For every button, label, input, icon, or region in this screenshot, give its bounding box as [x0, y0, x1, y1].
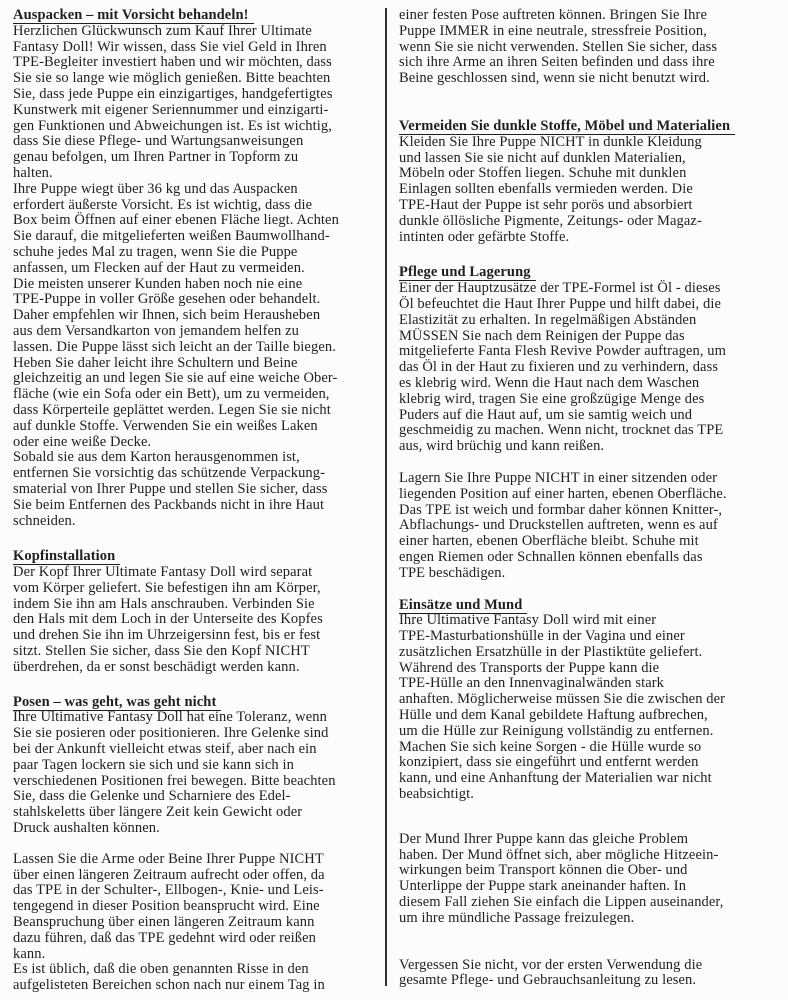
text-line: halten. [13, 164, 53, 181]
text-line: Ihre Ultimative Fantasy Doll hat eine Toleranz, wenn [13, 709, 327, 726]
text-line: paar Tagen lockern sie sich und sie kann sich in [13, 756, 294, 773]
text-line: kann, und eine Anhanftung der Materialien war nicht [399, 770, 712, 787]
text-line: klebrig wird, tragen Sie eine großzügige Menge des [399, 390, 705, 407]
text-line: es klebrig wird. Wenn die Haut nach dem Waschen [399, 374, 700, 391]
text-line: Puppe IMMER in eine neutrale, stressfreie Position, [399, 22, 707, 39]
text-line: dazu führen, daß das TPE gedehnt wird oder reißen [13, 929, 316, 946]
text-line: gen Funktionen und Abweichungen ist. Es ist wichtig, [13, 117, 332, 134]
text-line: kann. [13, 945, 46, 962]
text-line: gleichzeitig an und legen Sie sie auf eine weiche Ober- [13, 370, 338, 387]
paragraph [399, 281, 775, 455]
text-line: sitzt. Stellen Sie sicher, dass Sie den Kopf NICHT [13, 643, 310, 660]
section-heading [399, 598, 775, 614]
text-line: erfordert äußerste Vorsicht. Es ist wichtig, dass die [13, 196, 313, 213]
text-line: Der Mund Ihrer Puppe kann das gleiche Problem [399, 830, 689, 847]
section-heading [399, 265, 775, 281]
paragraph [13, 710, 375, 836]
text-line: liegenden Position auf einer harten, ebenen Oberfläche. [399, 485, 727, 502]
text-line: Vergessen Sie nicht, vor der ersten Verwendung die [399, 956, 703, 973]
text-line: beabsichtigt. [399, 786, 474, 803]
text-line: Lagern Sie Ihre Puppe NICHT in einer sitzenden oder [399, 469, 718, 486]
text-line: haben. Der Mund öffnet sich, aber mögliche Hitzeein- [399, 846, 719, 863]
text-line: Kleiden Sie Ihre Puppe NICHT in dunkle Kleidung [399, 133, 702, 150]
text-line: gesamte Pflege- und Gebrauchsanleitung zu lesen. [399, 972, 697, 989]
text-line: dass Sie diese Pflege- und Wartungsanweisungen [13, 133, 304, 150]
text-line: Einlagen sollten ebenfalls vermieden werden. Die [399, 181, 693, 198]
text-line: Sie sie so lange wie möglich genießen. Bitte beachten [13, 70, 331, 87]
text-line: tengegend in dieser Position beansprucht wird. Eine [13, 898, 320, 915]
text-line: TPE-Begleiter investiert haben und wir möchten, dass [13, 54, 332, 71]
text-line: Beanspruchung über einen längeren Zeitraum kann [13, 914, 315, 931]
left-column [13, 8, 375, 1000]
text-line: um die Hülle zur Reinigung vollständig zu entfernen. [399, 722, 714, 739]
text-line: Abflachungs- und Druckstellen auftreten, wenn es auf [399, 517, 718, 534]
text-line: um ihre mündliche Passage freizulegen. [399, 909, 635, 926]
text-line: Druck aushalten können. [13, 820, 160, 837]
paragraph [399, 832, 775, 927]
text-line: den Hals mit dem Loch in der Unterseite des Kopfes [13, 611, 323, 628]
text-line: Öl befeuchtet die Haut Ihrer Puppe und hilft dabei, die [399, 295, 721, 312]
text-line: Möbeln oder Stoffen liegen. Schuhe mit dunklen [399, 165, 687, 182]
text-line: Während des Transports der Puppe kann die [399, 659, 660, 676]
paragraph [13, 852, 375, 994]
text-line: schuhe jedes Mal zu tragen, wenn Sie die Puppe [13, 243, 298, 260]
paragraph-gap [13, 837, 375, 852]
text-line: TPE-Masturbationshülle in der Vagina und einer [399, 628, 685, 645]
text-line: fläche (wie ein Sofa oder ein Bett), um zu vermeiden, [13, 386, 330, 403]
text-line: einer festen Pose auftreten können. Bringen Sie Ihre [399, 7, 707, 23]
section-heading-text: Einsätze und Mund [399, 597, 527, 614]
paragraph-gap [399, 927, 775, 958]
text-line: genau befolgen, um Ihren Partner in Topform zu [13, 149, 299, 166]
text-line: Sie, dass jede Puppe ein einzigartiges, handgefertigtes [13, 85, 333, 102]
text-line: Fantasy Doll! Wir wissen, dass Sie viel Geld in Ihren [13, 38, 327, 55]
text-line: Unterlippe der Puppe stark aneinander haften. In [399, 878, 687, 895]
text-line: Die meisten unserer Kunden haben noch nie eine [13, 275, 303, 292]
text-line: schneiden. [13, 512, 76, 529]
text-line: Heben Sie daher leicht ihre Schultern und Beine [13, 354, 298, 371]
text-line: TPE beschädigen. [399, 564, 506, 581]
text-line: aus, wird brüchig und kann reißen. [399, 438, 605, 455]
text-line: engen Riemen oder Schnallen können ebenfalls das [399, 548, 703, 565]
text-line: überdrehen, da er sonst beschädigt werden kann. [13, 658, 300, 675]
text-line: sich ihre Arme an ihren Seiten befinden und dass ihre [399, 54, 715, 71]
paragraph-gap [13, 676, 375, 695]
text-line: geschmeidig zu machen. Wenn nicht, trocknet das TPE [399, 422, 724, 439]
text-line: smaterial von Ihrer Puppe und stellen Sie sicher, dass [13, 480, 328, 497]
text-line: aufgelisteten Bereichen schon nach nur einem Tag in [13, 977, 325, 994]
text-line: Es ist üblich, daß die oben genannten Risse in den [13, 961, 309, 978]
paragraph [13, 565, 375, 676]
paragraph-gap [399, 803, 775, 832]
section-heading [399, 119, 775, 135]
text-line: und drehen Sie ihn im Uhrzeigersinn fest, bis er fest [13, 627, 321, 644]
text-line: Hülle und dem Kanal gebildete Haftung aufbrechen, [399, 707, 708, 724]
text-line: oder eine weiße Decke. [13, 433, 152, 450]
text-line: Box beim Öffnen auf einer ebenen Fläche liegt. Achten [13, 212, 339, 229]
paragraph-gap [399, 455, 775, 471]
text-line: das TPE in der Schulter-, Ellbogen-, Knie- und Leis- [13, 882, 324, 899]
text-line: verschiedenen Positionen frei bewegen. Bitte beachten [13, 772, 336, 789]
paragraph-gap [399, 582, 775, 598]
text-line: TPE-Puppe in voller Größe gesehen oder behandelt. [13, 291, 321, 308]
text-line: wenn Sie sie nicht verwenden. Stellen Sie sicher, dass [399, 38, 718, 55]
text-line: das Öl in der Haut zu fixieren und zu verhindern, dass [399, 359, 719, 376]
text-line: Lassen Sie die Arme oder Beine Ihrer Puppe NICHT [13, 850, 324, 867]
text-line: über einen längeren Zeitraum aufrecht oder offen, da [13, 866, 325, 883]
section-heading-text: Posen – was geht, was geht nicht [13, 694, 221, 711]
text-line: diesem Fall ziehen Sie einfach die Lippen auseinander, [399, 894, 724, 911]
paragraph-gap [399, 245, 775, 265]
text-line: anfassen, um Flecken auf der Haut zu vermeiden. [13, 259, 305, 276]
text-line: dass Körperteile geplättet werden. Legen Sie sie nicht [13, 401, 331, 418]
text-line: Ihre Puppe wiegt über 36 kg und das Auspacken [13, 180, 298, 197]
text-line: MÜSSEN Sie nach dem Reinigen der Puppe das [399, 327, 685, 344]
text-line: aus dem Versandkarton von jemandem helfen zu [13, 322, 299, 339]
text-line: Sie sie posieren oder positionieren. Ihre Gelenke sind [13, 725, 329, 742]
section-heading-text: Pflege und Lagerung [399, 264, 536, 281]
paragraph [13, 24, 375, 530]
text-line: einer harten, ebenen Oberfläche bleibt. Schuhe mit [399, 533, 699, 550]
text-line: anhaften. Möglicherweise müssen Sie die zwischen der [399, 691, 726, 708]
text-line: auf dunkle Stoffe. Verwenden Sie ein weißes Laken [13, 417, 318, 434]
section-heading [13, 549, 375, 565]
text-line: konzipiert, dass sie eingeführt und entfernt werden [399, 754, 699, 771]
text-line: Ihre Ultimative Fantasy Doll wird mit einer [399, 612, 657, 629]
text-line: indem Sie ihn am Hals anschrauben. Verbinden Sie [13, 595, 315, 612]
text-line: Beine geschlossen sind, wenn sie nicht benutzt wird. [399, 70, 710, 87]
text-line: entfernen Sie vorsichtig das schützende Verpackung- [13, 465, 326, 482]
section-heading [13, 695, 375, 711]
text-line: mitgelieferte Fanta Flesh Revive Powder auftragen, um [399, 343, 727, 360]
text-line: lassen. Die Puppe lässt sich leicht an der Taille biegen. [13, 338, 336, 355]
paragraph-gap [399, 87, 775, 119]
text-line: Einer der Hauptzusätze der TPE-Formel ist Öl - dieses [399, 280, 721, 297]
section-heading-text: Kopfinstallation [13, 548, 120, 565]
paragraph [399, 471, 775, 582]
right-column [399, 8, 775, 1000]
text-line: Sobald sie aus dem Karton herausgenommen ist, [13, 449, 300, 466]
text-line: und lassen Sie sie nicht auf dunklen Materialien, [399, 149, 686, 166]
text-line: Elastizität zu erhalten. In regelmäßigen Abständen [399, 311, 697, 328]
text-line: Sie, dass die Gelenke und Scharniere des Edel- [13, 788, 291, 805]
text-line: TPE-Haut der Puppe ist sehr porös und absorbiert [399, 196, 693, 213]
text-line: TPE-Hülle an den Innenvaginalwänden stark [399, 675, 665, 692]
text-line: zusätzlichen Ersatzhülle in der Plastiktüte geliefert. [399, 643, 703, 660]
text-line: Der Kopf Ihrer Ultimate Fantasy Doll wird separat [13, 564, 313, 581]
text-line: Das TPE ist weich und formbar daher können Knitter-, [399, 501, 723, 518]
text-line: bei der Ankunft vielleicht etwas steif, aber nach ein [13, 741, 317, 758]
text-line: Machen Sie sich keine Sorgen - die Hülle wurde so [399, 738, 702, 755]
paragraph [399, 8, 775, 87]
text-line: Daher empfehlen wir Ihnen, sich beim Herausheben [13, 307, 321, 324]
text-line: Sie beim Entfernen des Packbands nicht in ihre Haut [13, 496, 325, 513]
text-line: stahlskeletts über längere Zeit kein Gewicht oder [13, 804, 303, 821]
section-heading-text: Auspacken – mit Vorsicht behandeln! [13, 7, 254, 24]
text-line: Sie darauf, die mitgelieferten weißen Baumwollhand- [13, 228, 330, 245]
text-line: intinten oder gefärbte Stoffe. [399, 228, 570, 245]
text-line: vom Körper geliefert. Sie befestigen ihn am Körper, [13, 579, 321, 596]
paragraph [399, 958, 775, 990]
text-line: Kunstwerk mit eigener Seriennummer und einzigarti- [13, 101, 329, 118]
text-line: wirkungen beim Transport können die Ober- und [399, 862, 688, 879]
paragraph-gap [13, 529, 375, 549]
text-line: dunkle öllösliche Pigmente, Zeitungs- oder Magaz- [399, 212, 702, 229]
paragraph [399, 135, 775, 246]
section-heading [13, 8, 375, 24]
text-line: Herzlichen Glückwunsch zum Kauf Ihrer Ultimate [13, 22, 312, 39]
column-divider [385, 8, 387, 986]
text-line: Puders auf die Haut auf, um sie samtig weich und [399, 406, 693, 423]
section-heading-text: Vermeiden Sie dunkle Stoffe, Möbel und Materialien [399, 118, 735, 135]
paragraph [399, 613, 775, 803]
